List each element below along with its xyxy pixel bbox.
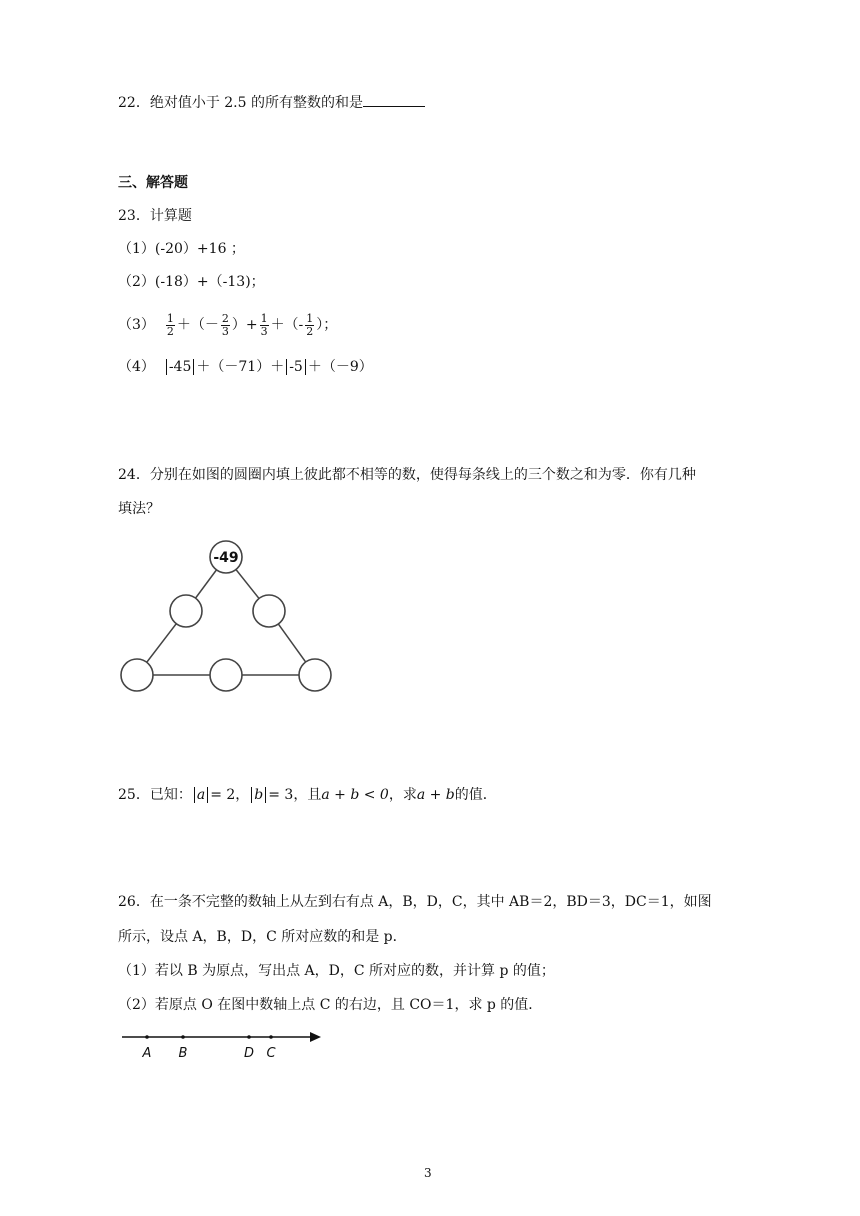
- section-title: 三、解答题: [118, 175, 188, 191]
- circle-left-mid: [170, 595, 202, 627]
- number-line-diagram: [118, 1025, 328, 1065]
- question-text: 的值．: [454, 787, 497, 803]
- part-label: （3）: [118, 317, 155, 333]
- fraction: $\frac{2}{3}$: [221, 311, 229, 338]
- question-number: 23．: [118, 208, 150, 224]
- label-b: B: [178, 1046, 188, 1061]
- question-text: 分别在如图的圆圈内填上彼此都不相等的数，使得每条线上的三个数之和为零．你有几种: [149, 467, 696, 483]
- question-number: 26．: [118, 894, 150, 910]
- question-text: ，求: [388, 787, 417, 803]
- fraction: $\frac{1}{2}$: [166, 311, 174, 338]
- circle-right-mid: [253, 595, 285, 627]
- question-26-line2: 所示，设点 A，B，D，C 所对应数的和是 p．: [118, 929, 407, 945]
- absolute-value-b: b: [251, 787, 266, 803]
- circle-bottom-mid: [210, 659, 242, 691]
- operator: ＋（-: [270, 317, 304, 333]
- target-expression: a + b: [416, 787, 455, 803]
- question-22: [118, 92, 425, 113]
- page-number: 3: [424, 1166, 432, 1180]
- circle-bottom-left: [121, 659, 153, 691]
- label-a: A: [142, 1046, 152, 1061]
- q23-part-2: [118, 272, 265, 292]
- fraction: $\frac{1}{3}$: [260, 311, 268, 338]
- fraction: $\frac{1}{2}$: [306, 311, 314, 338]
- question-number: 22．: [118, 95, 150, 111]
- q23-part-1: [118, 239, 245, 259]
- answer-blank: [363, 92, 425, 107]
- question-number: 25．: [118, 787, 150, 803]
- part-label: （1）: [118, 241, 155, 257]
- point-c: [269, 1035, 273, 1039]
- equation: = 3，且: [268, 787, 322, 803]
- question-26-sub1: （1）若以 B 为原点，写出点 A，D，C 所对应的数，并计算 p 的值；: [118, 963, 555, 979]
- operator: ）+: [231, 317, 258, 333]
- q23-part-4: [118, 357, 373, 377]
- question-23-title: [118, 206, 192, 226]
- operator: ＋（－71）＋: [196, 359, 285, 375]
- equation: = 2，: [210, 787, 250, 803]
- operator: ＋（－: [176, 317, 219, 333]
- question-text: 已知：: [149, 787, 192, 803]
- circle-bottom-right: [299, 659, 331, 691]
- absolute-value: -45: [166, 359, 195, 375]
- question-text: 在一条不完整的数轴上从左到右有点 A，B，D，C，其中 AB＝2，BD＝3，DC＝1，如图: [149, 894, 712, 910]
- q23-part-3: [118, 310, 337, 340]
- point-b: [181, 1035, 185, 1039]
- part-label: （2）: [118, 274, 155, 290]
- operator: ）；: [316, 317, 338, 333]
- label-d: D: [243, 1046, 255, 1061]
- axis-arrow: [310, 1032, 321, 1042]
- part-label: （4）: [118, 359, 155, 375]
- question-26-sub2: （2）若原点 O 在图中数轴上点 C 的右边，且 CO＝1，求 p 的值．: [118, 997, 543, 1013]
- question-text: 绝对值小于 2.5 的所有整数的和是: [149, 95, 363, 111]
- expression: (-20）+16 ；: [154, 241, 245, 257]
- point-a: [145, 1035, 149, 1039]
- question-text: 计算题: [149, 208, 192, 224]
- expression: (-18）+（-13)；: [154, 274, 265, 290]
- operator: ＋（－9）: [307, 359, 373, 375]
- question-25: [118, 785, 497, 805]
- question-24-line1: [118, 465, 696, 485]
- point-d: [247, 1035, 251, 1039]
- triangle-circle-diagram: [110, 535, 350, 700]
- absolute-value-a: a: [194, 787, 208, 803]
- condition: a + b < 0: [321, 787, 389, 803]
- absolute-value: -5: [286, 359, 306, 375]
- question-26-line1: [118, 892, 712, 912]
- top-value: -49: [213, 550, 239, 566]
- question-24-line2: 填法？: [118, 501, 160, 517]
- label-c: C: [266, 1046, 276, 1061]
- question-number: 24．: [118, 467, 150, 483]
